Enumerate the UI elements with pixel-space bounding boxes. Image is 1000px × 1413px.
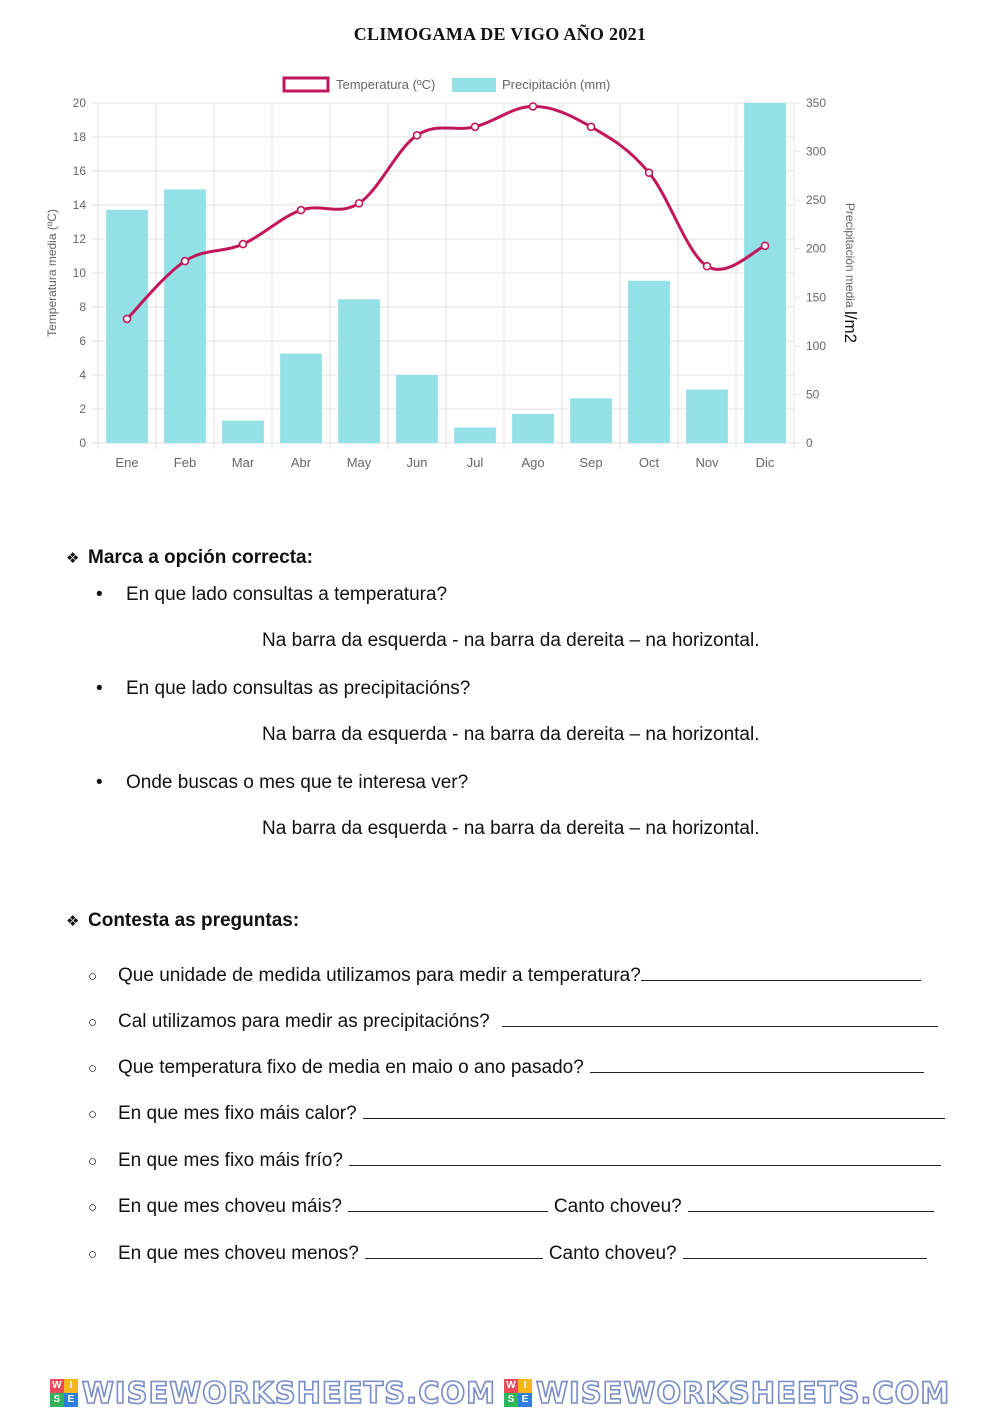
- precip-bar: [106, 210, 148, 443]
- answer-blank-6a[interactable]: [348, 1195, 548, 1212]
- choice-question-2: • En que lado consultas as precipitacións?: [96, 678, 471, 699]
- x-tick-label: May: [346, 455, 372, 470]
- choice-options-2[interactable]: Na barra da esquerda - na barra da dereita – na horizontal.: [262, 724, 760, 745]
- precip-bar: [338, 299, 380, 443]
- x-tick-label: Ago: [521, 455, 545, 470]
- x-tick-label: Dic: [755, 455, 775, 470]
- legend-temperature-label: Temperatura (ºC): [336, 77, 436, 92]
- answer-blank-5[interactable]: [349, 1149, 941, 1166]
- y-right-tick-label: 350: [806, 96, 827, 110]
- legend-temperature-swatch: [284, 78, 328, 91]
- section-2-heading: ❖ Contesta as preguntas:: [66, 910, 300, 931]
- temperature-point: [182, 258, 189, 265]
- climograph-chart: [0, 66, 1000, 486]
- temperature-point: [240, 241, 247, 248]
- answer-blank-6b[interactable]: [688, 1195, 934, 1212]
- precip-bar: [686, 390, 728, 443]
- question-2: ○ Cal utilizamos para medir as precipitacións?: [88, 1010, 938, 1033]
- temperature-point: [588, 123, 595, 130]
- circle-bullet-icon: ○: [88, 1106, 98, 1123]
- x-tick-label: Feb: [173, 455, 197, 470]
- x-tick-label: Ene: [115, 455, 139, 470]
- precip-bar: [222, 421, 264, 443]
- bullet-icon: •: [96, 584, 103, 605]
- x-tick-label: Jun: [406, 455, 428, 470]
- y-right-tick-label: 250: [806, 193, 827, 208]
- temperature-point: [124, 315, 131, 322]
- brand-2: [504, 1376, 950, 1410]
- footer-brand-bar: [0, 1376, 1000, 1410]
- temperature-point: [762, 242, 769, 249]
- circle-bullet-icon: ○: [88, 968, 98, 985]
- circle-bullet-icon: ○: [88, 1060, 98, 1077]
- x-tick-label: Mar: [231, 455, 255, 470]
- question-5: ○ En que mes fixo máis frío?: [88, 1149, 941, 1172]
- x-tick-label: Abr: [290, 455, 312, 470]
- question-4: ○ En que mes fixo máis calor?: [88, 1102, 945, 1125]
- y-right-tick-label: 0: [806, 436, 813, 450]
- y-left-axis-title: Temperatura media (ºC): [45, 209, 59, 337]
- y-left-tick-label: 0: [79, 436, 86, 450]
- precip-bar: [396, 375, 438, 443]
- canto-label-1: Canto choveu?: [553, 1196, 682, 1217]
- temperature-point: [530, 103, 537, 110]
- canto-label-2: Canto choveu?: [548, 1243, 677, 1264]
- x-tick-label: Oct: [638, 455, 660, 470]
- question-3: ○ Que temperatura fixo de media en maio o ano pasado?: [88, 1056, 924, 1079]
- choice-options-1[interactable]: Na barra da esquerda - na barra da dereita – na horizontal.: [262, 630, 760, 651]
- y-left-tick-label: 14: [72, 198, 86, 212]
- y-left-tick-label: 20: [72, 96, 86, 110]
- answer-blank-7a[interactable]: [365, 1242, 543, 1259]
- temperature-point: [646, 169, 653, 176]
- y-left-tick-label: 12: [72, 232, 86, 246]
- y-left-tick-label: 6: [79, 334, 86, 348]
- answer-blank-2[interactable]: [502, 1010, 938, 1027]
- circle-bullet-icon: ○: [88, 1199, 98, 1216]
- precip-bar: [744, 103, 786, 443]
- wiseworksheets-logo-icon: W I S E: [50, 1379, 78, 1407]
- wiseworksheets-logo-icon: W I S E: [504, 1379, 532, 1407]
- brand-1: [50, 1376, 496, 1410]
- legend-precip-label: Precipitación (mm): [502, 77, 611, 92]
- circle-bullet-icon: ○: [88, 1246, 98, 1263]
- choice-options-3[interactable]: Na barra da esquerda - na barra da dereita – na horizontal.: [262, 818, 760, 839]
- circle-bullet-icon: ○: [88, 1014, 98, 1031]
- y-right-tick-label: 50: [806, 387, 820, 402]
- diamond-bullet-icon: ❖: [66, 550, 80, 567]
- precip-bar: [628, 281, 670, 443]
- x-tick-label: Sep: [579, 455, 603, 470]
- y-left-tick-label: 4: [79, 368, 86, 382]
- precip-bar: [454, 427, 496, 443]
- bullet-icon: •: [96, 678, 103, 699]
- section-1-heading: ❖ Marca a opción correcta:: [66, 547, 313, 568]
- y-right-tick-label: 150: [806, 290, 827, 305]
- choice-question-1: • En que lado consultas a temperatura?: [96, 584, 448, 605]
- page-title: CLIMOGAMA DE VIGO AÑO 2021: [353, 24, 647, 44]
- question-7: ○ En que mes choveu menos? Canto choveu?: [88, 1242, 927, 1265]
- temperature-point: [356, 200, 363, 207]
- brand-text: WISEWORKSHEETS.COM: [536, 1376, 951, 1410]
- answer-blank-7b[interactable]: [683, 1242, 927, 1259]
- question-1: ○ Que unidade de medida utilizamos para medir a temperatura?: [88, 964, 921, 987]
- answer-blank-4[interactable]: [363, 1102, 945, 1119]
- precip-bar: [164, 189, 206, 443]
- choice-question-3: • Onde buscas o mes que te interesa ver?: [96, 772, 469, 793]
- y-left-tick-label: 18: [72, 130, 86, 144]
- temperature-point: [472, 123, 479, 130]
- temperature-point: [414, 132, 421, 139]
- y-right-tick-label: 200: [806, 241, 827, 256]
- precip-bar: [280, 354, 322, 443]
- y-right-tick-label: 300: [806, 144, 827, 159]
- y-left-tick-label: 2: [79, 402, 86, 416]
- brand-text: WISEWORKSHEETS.COM: [81, 1376, 496, 1410]
- precip-bar: [512, 414, 554, 443]
- y-left-tick-label: 8: [79, 300, 86, 314]
- y-left-tick-label: 10: [72, 266, 86, 280]
- y-right-axis-title: Precipitación media l/m2: [841, 202, 860, 344]
- legend-precip-swatch: [452, 78, 496, 92]
- x-tick-label: Nov: [695, 455, 719, 470]
- temperature-point: [298, 207, 305, 214]
- diamond-bullet-icon: ❖: [66, 913, 80, 930]
- bullet-icon: •: [96, 772, 103, 793]
- y-left-tick-label: 16: [72, 164, 86, 178]
- precip-bar: [570, 398, 612, 443]
- question-6: ○ En que mes choveu máis? Canto choveu?: [88, 1195, 934, 1218]
- x-tick-label: Jul: [466, 455, 484, 470]
- y-right-unit: l/m2: [841, 310, 860, 344]
- circle-bullet-icon: ○: [88, 1153, 98, 1170]
- answer-blank-3[interactable]: [590, 1056, 924, 1073]
- answer-blank-1[interactable]: [641, 964, 921, 981]
- temperature-point: [704, 263, 711, 270]
- y-right-tick-label: 100: [806, 338, 827, 353]
